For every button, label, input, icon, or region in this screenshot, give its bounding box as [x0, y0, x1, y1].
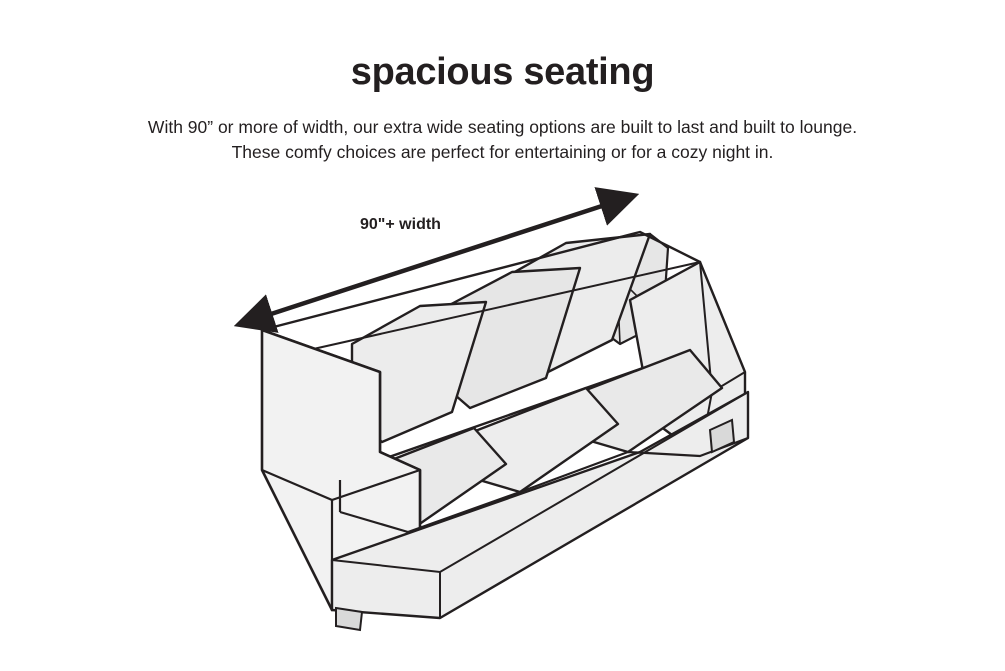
page-title: spacious seating: [350, 51, 655, 93]
width-callout-label: 90"+ width: [360, 216, 441, 233]
description-line-2: These comfy choices are perfect for entertaining or for a cozy night in.: [231, 142, 774, 163]
description-line-1: With 90” or more of width, our extra wide seating options are built to last and built to lounge.: [147, 117, 858, 137]
sofa-foot-front: [336, 608, 362, 630]
